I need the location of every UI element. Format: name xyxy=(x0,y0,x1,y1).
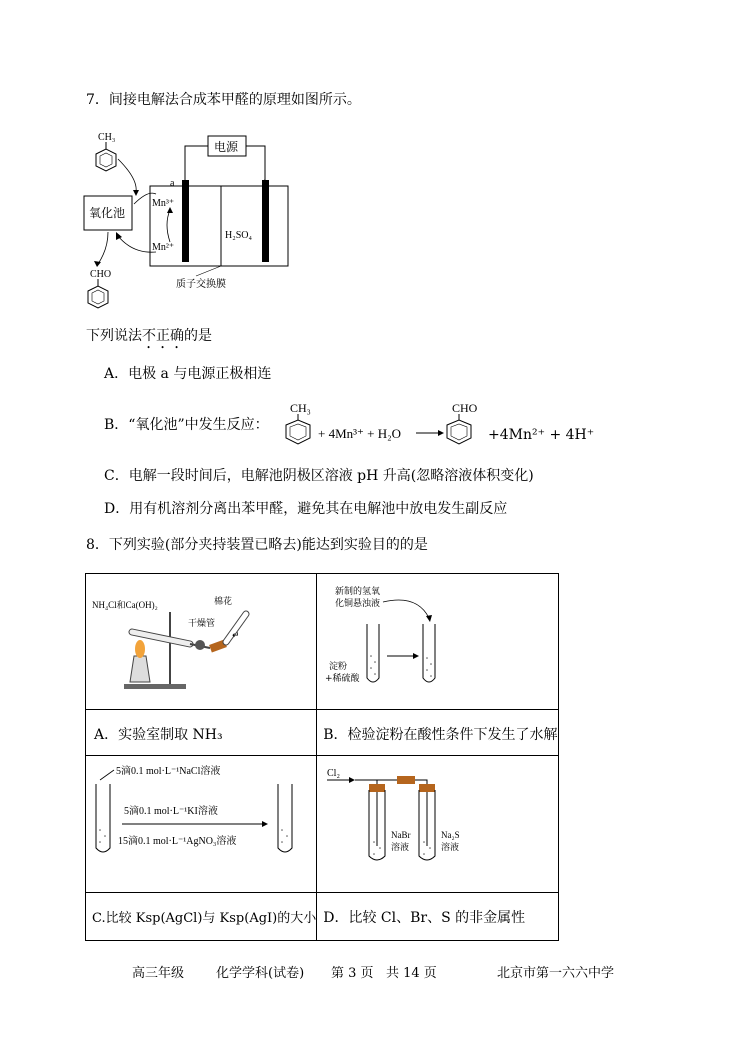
b-reagent-top: 新制的氢氧 xyxy=(335,587,381,597)
cell-b-figure xyxy=(317,574,558,710)
benzaldehyde-cho: CHO xyxy=(90,269,112,280)
eq-right: +4Mn²⁺ + 4H⁺ xyxy=(488,427,595,443)
a-reagent: NH₄Cl和Ca(OH)₂ xyxy=(92,600,158,610)
cell-c-figure xyxy=(86,756,317,893)
footer-school: 北京市第一六六中学 xyxy=(497,966,615,981)
d-na2s: Na₂S xyxy=(441,830,460,840)
d-na2s2: 溶液 xyxy=(441,843,460,853)
q7-option-d[interactable]: D．用有机溶剂分离出苯甲醛，避免其在电解池中放电发生副反应 xyxy=(104,501,508,517)
caption-c[interactable]: C.比较 Ksp(AgCl)与 Ksp(AgI)的大小 xyxy=(92,911,317,926)
q7-option-a[interactable]: A．电极 a 与电源正极相连 xyxy=(104,366,272,382)
h2so4-label: H₂SO₄ xyxy=(225,230,252,241)
footer-subject: 化学学科(试卷) xyxy=(216,966,305,981)
cell-a-figure xyxy=(86,574,317,710)
oxidizer-label: 氧化池 xyxy=(89,206,126,220)
eq-cho: CHO xyxy=(452,401,478,415)
benzaldehyde-structure xyxy=(88,269,111,308)
electrode-a-label: a xyxy=(170,178,175,189)
power-label: 电源 xyxy=(214,140,239,154)
b-reagent-top2: 化铜悬浊液 xyxy=(335,599,381,609)
footer-grade: 高三年级 xyxy=(132,966,185,981)
caption-d[interactable]: D．比较 Cl、Br、S 的非金属性 xyxy=(323,910,526,926)
q7-stem: 7．间接电解法合成苯甲醛的原理如图所示。 xyxy=(86,92,361,108)
b-reagent-left2: +稀硫酸 xyxy=(325,674,360,684)
emphasis-not-correct: 不正确 xyxy=(142,328,184,344)
toluene-structure xyxy=(96,132,116,171)
electrode-b xyxy=(262,180,269,262)
mn3-label: Mn³⁺ xyxy=(152,198,175,209)
q8-stem: 8．下列实验(部分夹持装置已略去)能达到实验目的的是 xyxy=(86,537,428,553)
caption-a[interactable]: A．实验室制取 NH₃ xyxy=(94,727,223,743)
cell-c-caption xyxy=(86,893,317,941)
eq-middle: + 4Mn³⁺ + H₂O xyxy=(318,426,402,441)
c-line2: 5滴0.1 mol·L⁻¹KI溶液 xyxy=(124,806,218,817)
a-cotton: 棉花 xyxy=(214,597,233,607)
d-nabr2: 溶液 xyxy=(391,843,410,853)
a-drying-tube: 干燥管 xyxy=(188,619,216,629)
cell-d-figure xyxy=(317,756,558,893)
q7-option-c[interactable]: C．电解一段时间后，电解池阴极区溶液 pH 升高(忽略溶液体积变化) xyxy=(104,468,534,484)
experiment-table xyxy=(85,573,559,941)
q7-option-b[interactable]: B．“氧化池”中发生反应： xyxy=(104,417,269,433)
electrolysis-diagram xyxy=(78,124,298,324)
c-line3: 15滴0.1 mol·L⁻¹AgNO₃溶液 xyxy=(118,836,237,847)
c-line1: 5滴0.1 mol·L⁻¹NaCl溶液 xyxy=(116,766,221,777)
caption-b[interactable]: B．检验淀粉在酸性条件下发生了水解 xyxy=(323,727,558,743)
toluene-ch3: CH₃ xyxy=(98,132,116,143)
electrode-b-label: b xyxy=(264,178,269,189)
footer-total: 共 14 页 xyxy=(386,966,437,981)
cell-d-caption xyxy=(317,893,558,941)
b-reagent-left: 淀粉 xyxy=(329,662,348,672)
eq-ch3: CH₃ xyxy=(290,401,311,415)
arrow-toluene-in xyxy=(118,159,136,192)
svg-text:↵: ↵ xyxy=(232,631,240,641)
footer-page: 第 3 页 xyxy=(331,966,374,981)
d-cl2: Cl₂ xyxy=(327,768,341,779)
membrane-label: 质子交换膜 xyxy=(176,279,226,290)
d-nabr: NaBr xyxy=(391,830,411,840)
cell-a-caption xyxy=(86,710,317,756)
mn2-label: Mn²⁺ xyxy=(152,242,175,253)
q7-question: 下列说法不正确的是 xyxy=(86,328,212,344)
cell-b-caption xyxy=(317,710,558,756)
electrode-a xyxy=(182,180,189,262)
